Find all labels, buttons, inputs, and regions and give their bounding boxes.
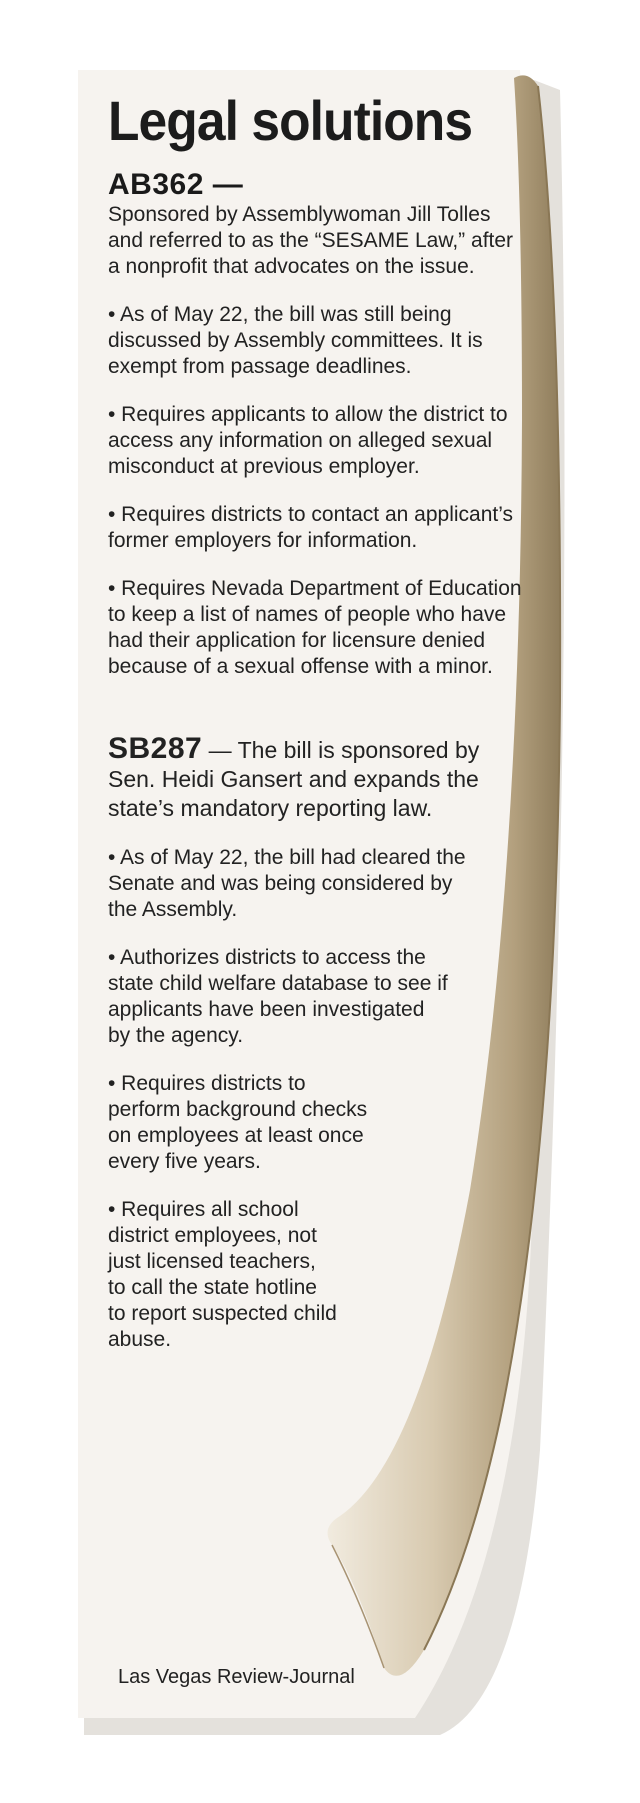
sb287-bullet-2: • Authorizes districts to access the state child welfare database to see if applicants have been investigated by the agency.: [108, 946, 448, 1047]
source-credit: Las Vegas Review-Journal: [118, 1666, 355, 1688]
sb287-bullet-3: • Requires districts to perform background checks on employees at least once every five years.: [108, 1072, 368, 1173]
sb287-heading: SB287: [108, 732, 203, 765]
bill-sb287: [108, 734, 528, 1353]
page-title: Legal solutions: [108, 89, 473, 152]
sb287-bullet-1: • As of May 22, the bill had cleared the Senate and was being considered by the Assembly.: [108, 846, 466, 921]
sb287-intro: The bill is sponsored by Sen. Heidi Gansert and expands the state’s mandatory reporting law.: [108, 737, 480, 821]
bill-ab362: [108, 168, 528, 680]
ab362-bullet-4: • Requires Nevada Department of Education to keep a list of names of people who have had their application for licensure denied because of a sexual offense with a minor.: [108, 577, 522, 678]
ab362-bullet-1: • As of May 22, the bill was still being discussed by Assembly committees. It is exempt from passage deadlines.: [108, 303, 483, 378]
ab362-bullet-3: • Requires districts to contact an applicant’s former employers for information.: [108, 503, 513, 552]
ab362-bullet-2: • Requires applicants to allow the district to access any information on alleged sexual misconduct at previous employer.: [108, 403, 508, 478]
ab362-heading: AB362 —: [108, 168, 244, 201]
article-content: [108, 90, 528, 1353]
ab362-intro: Sponsored by Assemblywoman Jill Tolles and referred to as the “SESAME Law,” after a nonprofit that advocates on the issue.: [108, 203, 514, 278]
sb287-bullet-4: • Requires all school district employees, not just licensed teachers, to call the state hotline to report suspected child abuse.: [108, 1198, 337, 1351]
sb287-intro-paragraph: [108, 734, 528, 823]
sb287-dash: —: [202, 737, 238, 763]
